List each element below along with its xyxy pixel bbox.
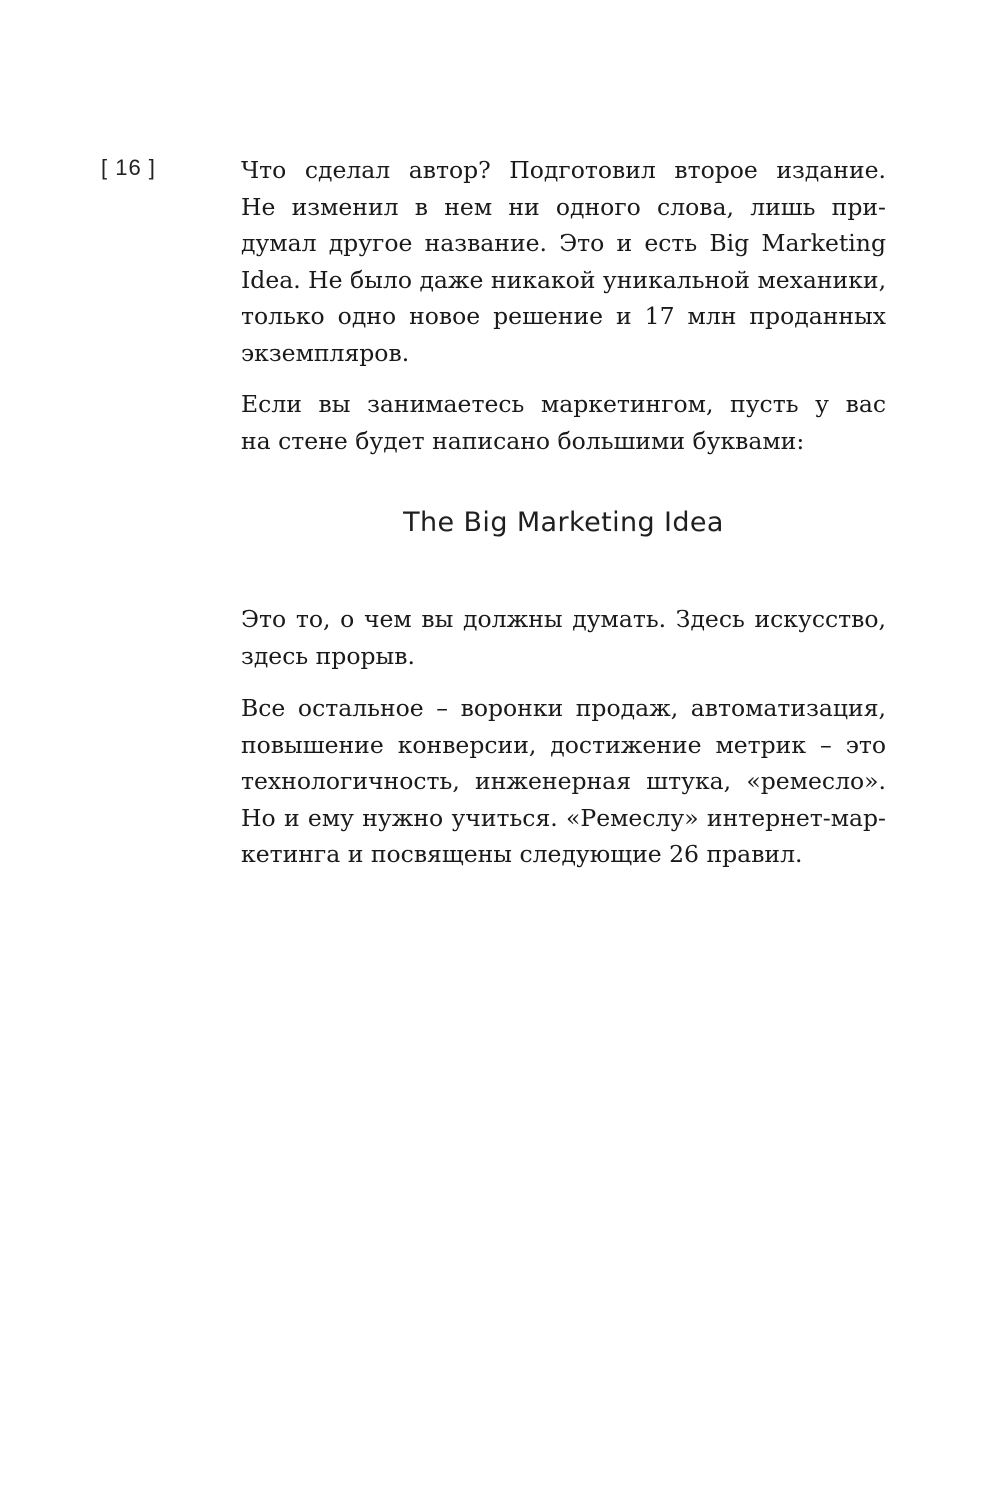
text-line: кетинга и посвящены следующие 26 правил. (241, 840, 803, 869)
text-line: Idea. Не было даже никакой уникальной механики, (241, 265, 887, 294)
text-line: экземпляров. (241, 338, 410, 367)
text-line: технологичность, инженерная штука, «ремесло». (241, 767, 886, 796)
big-idea-heading: The Big Marketing Idea (403, 507, 724, 538)
text-line: Не изменил в нем ни одного слова, лишь при- (241, 192, 886, 221)
text-line: Если вы занимаетесь маркетингом, пусть у вас (241, 390, 886, 418)
paragraph-2 (241, 386, 886, 459)
text-line: Все остальное – воронки продаж, автоматизация, (241, 694, 886, 722)
paragraph-3 (241, 601, 886, 674)
page-number: [ 16 ] (101, 155, 156, 180)
text-line: Что сделал автор? Подготовил второе издание. (241, 156, 886, 184)
paragraph-1 (241, 152, 886, 372)
text-line: Но и ему нужно учиться. «Ремеслу» интернет-мар- (241, 803, 886, 832)
text-line: думал другое название. Это и есть Big Marketing (241, 229, 886, 258)
paragraph-4 (241, 690, 886, 873)
text-line: только одно новое решение и 17 млн проданных (241, 302, 886, 331)
text-line: на стене будет написано большими буквами: (241, 426, 805, 455)
text-line: Это то, о чем вы должны думать. Здесь искусство, (241, 605, 886, 633)
text-line: здесь прорыв. (241, 641, 415, 670)
text-line: повышение конверсии, достижение метрик – это (241, 730, 886, 759)
